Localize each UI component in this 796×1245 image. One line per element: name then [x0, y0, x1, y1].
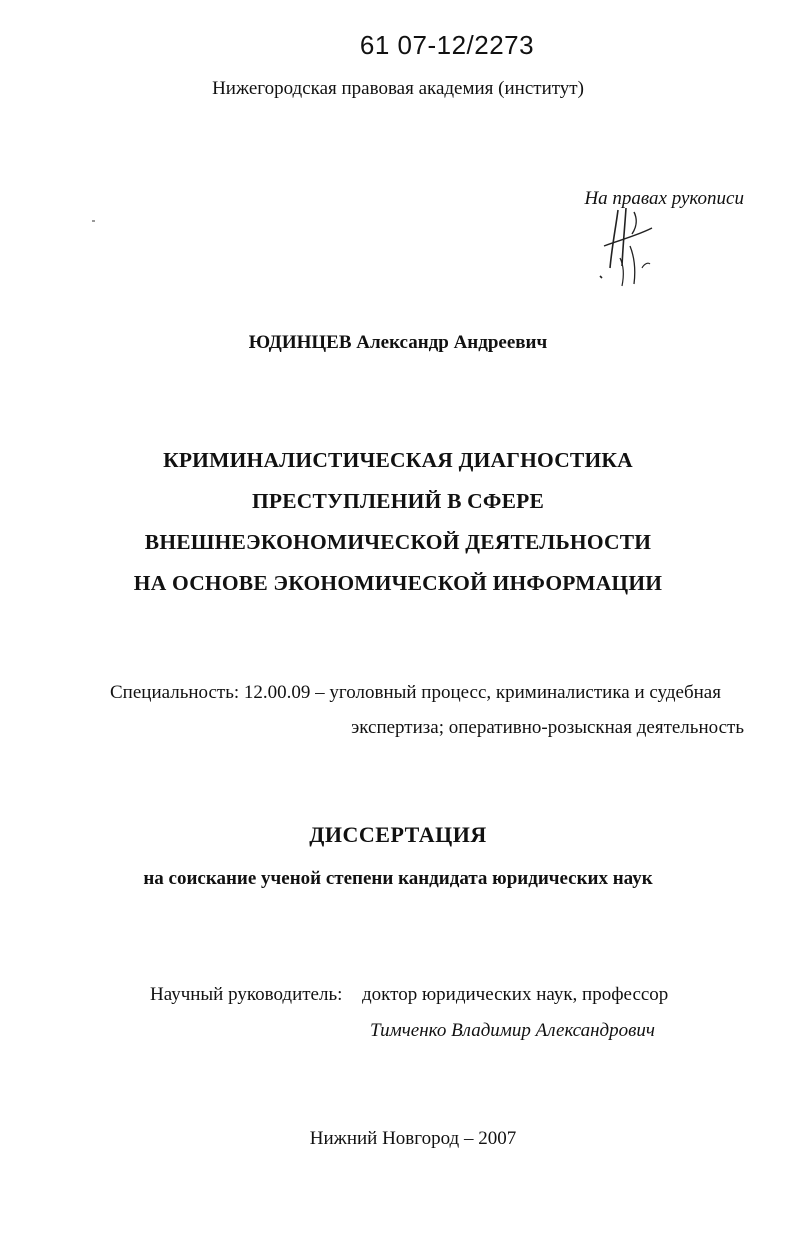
advisor-label: Научный руководитель: [150, 984, 343, 1005]
advisor-degree: доктор юридических наук, профессор [362, 984, 669, 1005]
author-name: ЮДИНЦЕВ Александр Андреевич [248, 332, 548, 353]
title-line: ВНЕШНЕЭКОНОМИЧЕСКОЙ ДЕЯТЕЛЬНОСТИ [144, 530, 652, 554]
advisor-name: Тимченко Владимир Александрович [370, 1020, 655, 1041]
degree-statement: на соискание ученой степени кандидата юридических наук [143, 868, 653, 889]
title-line: ПРЕСТУПЛЕНИЙ В СФЕРЕ [252, 489, 544, 513]
signature-icon [590, 206, 660, 292]
place-year: Нижний Новгород – 2007 [309, 1128, 517, 1149]
manuscript-note: На правах рукописи [584, 188, 744, 209]
specialty-line-1: Специальность: 12.00.09 – уголовный процесс, криминалистика и судебная [110, 682, 721, 703]
specialty-line-2: экспертиза; оперативно-розыскная деятельность [351, 717, 744, 738]
document-number: 61 07-12/2273 [359, 30, 535, 60]
title-line: НА ОСНОВЕ ЭКОНОМИЧЕСКОЙ ИНФОРМАЦИИ [133, 571, 663, 595]
scan-speck [92, 220, 95, 222]
dissertation-title [0, 440, 796, 604]
dissertation-label: ДИССЕРТАЦИЯ [309, 822, 487, 847]
institution-name: Нижегородская правовая академия (институт) [212, 78, 584, 99]
title-line: КРИМИНАЛИСТИЧЕСКАЯ ДИАГНОСТИКА [163, 448, 633, 472]
